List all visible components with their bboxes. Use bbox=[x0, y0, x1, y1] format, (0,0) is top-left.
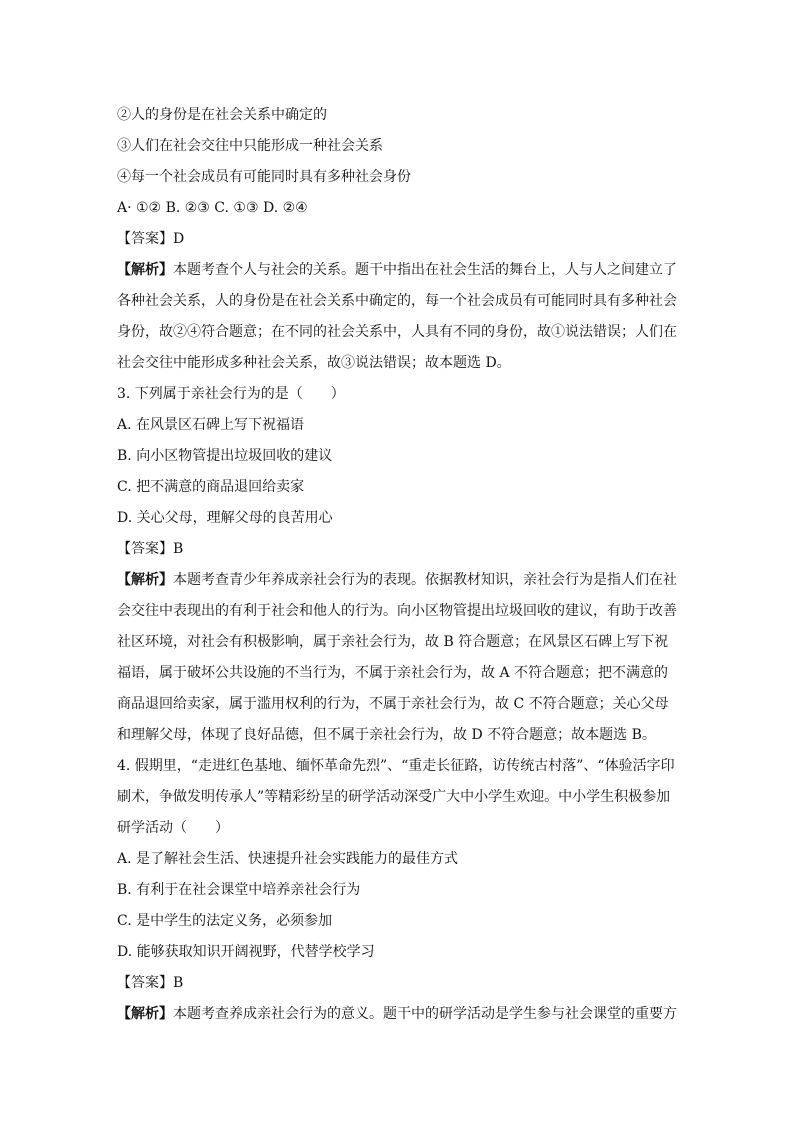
q3-analysis-line-2: 会交往中表现出的有利于社会和他人的行为。向小区物管提出垃圾回收的建议，有助于改善 bbox=[117, 603, 677, 619]
q4-stem-line-2: 刷术，争做发明传承人”等精彩纷呈的研学活动深受广大中小学生欢迎。中小学生积极参加 bbox=[117, 789, 671, 805]
q4-analysis-line-1 bbox=[117, 999, 683, 1030]
q3-analysis-line-5: 商品退回给卖家，属于滥用权利的行为，不属于亲社会行为，故 C 不符合题意；关心父母 bbox=[117, 696, 669, 712]
analysis-text: 本题考查养成亲社会行为的意义。题干中的研学活动是学生参与社会课堂的重要方 bbox=[173, 1006, 677, 1022]
analysis-text: 本题考查个人与社会的关系。题干中指出在社会生活的舞台上，人与人之间建立了 bbox=[173, 262, 677, 278]
q2-analysis-line-3: 身份，故②④符合题意；在不同的社会关系中，人具有不同的身份，故①说法错误；人们在 bbox=[117, 324, 677, 340]
q2-analysis-line-4: 社会交往中能形成多种社会关系，故③说法错误；故本题选 D。 bbox=[117, 355, 511, 371]
q3-analysis-line-6: 和理解父母，体现了良好品德，但不属于亲社会行为，故 D 不符合题意；故本题选 B。 bbox=[117, 727, 656, 743]
q3-analysis-line-4: 福语，属于破坏公共设施的不当行为，不属于亲社会行为，故 A 不符合题意；把不满意的 bbox=[117, 665, 669, 681]
q4-option-a: A. 是了解社会生活、快速提升社会实践能力的最佳方式 bbox=[117, 851, 459, 867]
option-statement-4: ④每一个社会成员有可能同时具有多种社会身份 bbox=[117, 169, 411, 185]
analysis-tag: 【解析】 bbox=[117, 262, 173, 278]
option-statement-3: ③人们在社会交往中只能形成一种社会关系 bbox=[117, 138, 383, 154]
analysis-tag: 【解析】 bbox=[117, 1006, 173, 1022]
q4-answer: 【答案】B bbox=[117, 975, 184, 991]
analysis-tag: 【解析】 bbox=[117, 572, 173, 588]
document-content bbox=[117, 100, 683, 1030]
q3-option-a: A. 在风景区石碑上写下祝福语 bbox=[117, 417, 305, 433]
q4-option-b: B. 有利于在社会课堂中培养亲社会行为 bbox=[117, 882, 361, 898]
q2-analysis-line-1 bbox=[117, 255, 683, 286]
q4-stem-line-3: 研学活动（ ） bbox=[117, 820, 229, 836]
q3-analysis-line-3: 社区环境，对社会有积极影响，属于亲社会行为，故 B 符合题意；在风景区石碑上写下祝 bbox=[117, 634, 669, 650]
q3-option-c: C. 把不满意的商品退回给卖家 bbox=[117, 479, 305, 495]
q4-option-c: C. 是中学生的法定义务，必须参加 bbox=[117, 913, 333, 929]
q3-answer: 【答案】B bbox=[117, 541, 184, 557]
option-statement-2: ②人的身份是在社会关系中确定的 bbox=[117, 107, 327, 123]
q3-analysis-line-1 bbox=[117, 565, 683, 596]
q2-answer: 【答案】D bbox=[117, 231, 185, 247]
q4-option-d: D. 能够获取知识开阔视野，代替学校学习 bbox=[117, 944, 375, 960]
q2-analysis-line-2: 各种社会关系，人的身份是在社会关系中确定的，每一个社会成员有可能同时具有多种社会 bbox=[117, 293, 677, 309]
q3-stem: 3. 下列属于亲社会行为的是（ ） bbox=[117, 386, 345, 402]
q3-option-d: D. 关心父母，理解父母的良苦用心 bbox=[117, 510, 333, 526]
q3-option-b: B. 向小区物管提出垃圾回收的建议 bbox=[117, 448, 333, 464]
choice-row: A· ①② B. ②③ C. ①③ D. ②④ bbox=[117, 200, 308, 216]
q4-stem-line-1: 4. 假期里，“走进红色基地、缅怀革命先烈”、“重走长征路，访传统古村落”、“体验活字印 bbox=[117, 758, 675, 774]
analysis-text: 本题考查青少年养成亲社会行为的表现。依据教材知识，亲社会行为是指人们在社 bbox=[173, 572, 677, 588]
